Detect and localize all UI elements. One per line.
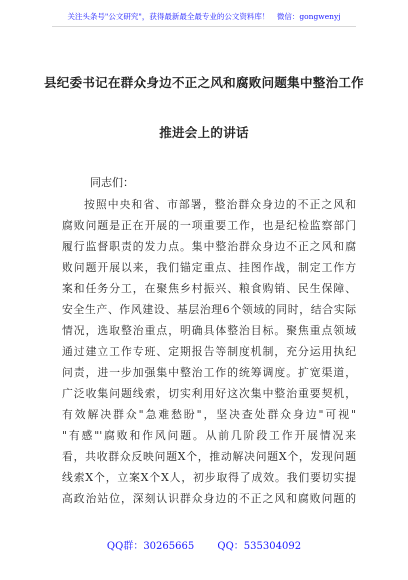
body-line: 通过建立工作专班、定期报告等制度机制，充分运用执纪 [62, 345, 356, 358]
body-line: 广泛收集问题线索，切实利用好这次集中整治重要契机， [62, 387, 356, 400]
document-title: 县纪委书记在群众身边不正之风和腐败问题集中整治工作 [43, 75, 364, 90]
body-text [62, 194, 356, 509]
document-subtitle: 推进会上的讲话 [159, 125, 249, 140]
body-line: 高政治站位，深刻认识群众身边的不正之风和腐败问题的 [62, 492, 356, 505]
body-line: 看，共收群众反映问题X个，推动解决问题X个，发现问题 [62, 450, 356, 463]
footer-contact [0, 537, 408, 552]
body-line: 按照中央和省、市部署，整治群众身边的不正之风和 [84, 198, 356, 211]
salutation: 同志们： [90, 176, 134, 189]
body-line: "有感"'腐败和作风问题。从前几阶段工作开展情况来 [62, 429, 356, 442]
body-line: 有效解决群众"急难愁盼"，坚决查处群众身边"可视" [62, 408, 356, 421]
header-banner: 关注头条号"公文研究"，获得最新最全最专业的公文资料库！ 微信：gongwenyj [67, 12, 341, 21]
body-line: 安全生产、作风建设、基层治理6个领域的同时，结合实际 [62, 303, 356, 316]
body-line: 案和任务分工，在聚焦乡村振兴、粮食购销、民生保障、 [62, 282, 356, 295]
body-line: 问责，进一步加强集中整治工作的统筹调度。扩宽渠道， [62, 366, 356, 379]
body-line: 情况，选取整治重点，明确具体整治目标。聚焦重点领域 [62, 324, 356, 337]
body-line: 履行监督职责的发力点。集中整治群众身边不正之风和腐 [62, 240, 356, 253]
footer-qq: QQ：535304092 [217, 541, 302, 552]
footer-qq-group: QQ群：30265665 [106, 541, 195, 552]
body-line: 线索X个，立案X个X人，初步取得了成效。我们要切实提 [62, 471, 356, 484]
body-line: 败问题开展以来，我们锚定重点、挂图作战，制定工作方 [62, 261, 356, 274]
header-divider [52, 26, 356, 27]
body-line: 腐败问题是正在开展的一项重要工作，也是纪检监察部门 [62, 219, 356, 232]
